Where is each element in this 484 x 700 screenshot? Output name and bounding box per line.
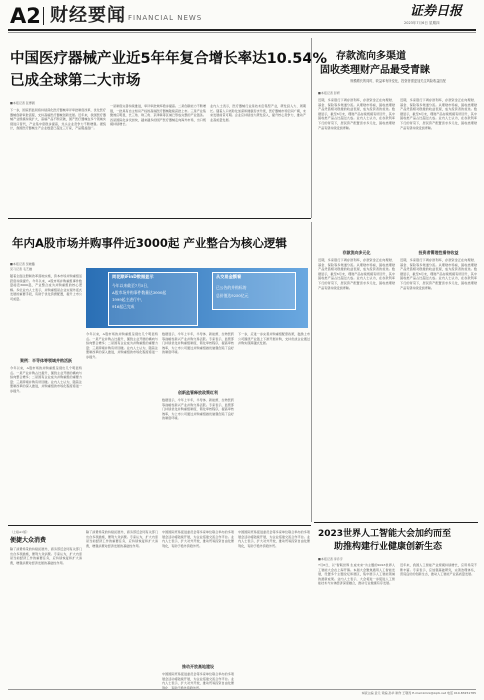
section-rule [8,525,311,526]
infobox-line: 今年以来截至7月5日， [112,283,152,288]
section-rule [314,522,478,523]
article-column: 除了消费场景的持续拓展外，商务部还会同有关部门出台多项措施，便利大众消费。专家认为，扩大内需是当前经济工作的重要任务，应持续恢复和扩大消费，增强消费对经济发展的基础性作用。 [10,547,82,565]
byline: ■本报记者 张博朗 [10,101,35,105]
newspaper-logo: 证券日报 [410,4,463,19]
column-divider [311,222,312,522]
column-divider [311,38,312,218]
article-column: 下一步，应进一步完善并购重组配套政策，鼓励上市公司围绕产业链上下游开展并购，支持优质企业通过并购实现跨越式发展。 [238,332,310,346]
section-title-en: FINANCIAL NEWS [128,14,203,22]
footer-rule [8,689,476,690]
subhead: 创新监管释放政策红利 [178,390,218,395]
byline: ■本报记者 李乔宇 [318,557,343,561]
infobox-title: 同花顺iFinD数据显示 [112,274,154,279]
article-column: 一是制度完善持续推进，审评审批效率稳步提高。二是创新能力不断增强，一批具有自主知识产权的高端医疗器械陆续获批上市。三是产业集聚效应明显，长三角、珠三角、京津冀等区域已形成完整的产业链条。四是国际化步伐加快，越来越多的国产医疗器械走向海外市场，出口规模持续增长。 [110,104,206,127]
headline-deposits-line2: 固收类理财产品最受青睐 [320,65,430,76]
article-column: 近年来，我国人工智能产业规模持续增长，应用场景不断丰富。专家表示，应加强基础研究，完善治理体系，营造良好的创新生态，推动人工智能产业高质量发展。 [400,563,477,577]
header-rule-thin [8,32,476,33]
deck: 规模增长的同时，收益率有所变化，投资者需更加关注风险收益匹配 [350,79,446,83]
byline: ■本报记者 吴晓璐 [10,262,35,266]
headline-ai: 2023世界人工智能大会加约而至 [318,529,452,539]
article-column: 业内人士表示，医疗器械行业是技术密集型产业，研发投入大、周期长。随着人口老龄化加深和健康需求升级，医疗器械市场空间广阔，未来发展前景可期。企业应持续加大研发投入，提升核心竞争力，推动产业高质量发展。 [210,104,306,122]
article-column: 近期，多家银行下调存款利率，存款资金正在向理财、基金、保险等多渠道分流。从理财市场看，固收类理财产品凭借相对稳健的收益表现，成为投资者的首选。数据显示，截至6月末，理财产品存续规模有所回升，其中固收类产品占比超过九成。业内人士认为，在存款利率下行的背景下，居民资产配置需求多元化，固收类理财产品有望持续受到青睐。 [318,258,395,290]
section-rule [8,218,311,219]
article-column: 今年以来，A股市场的并购重组呈现出几个明显特点。一是产业并购占比提升，围绕主业开展的横向与纵向整合增多；二是国有企业成为并购重组的重要力量；三是跨境并购有所回暖。业内人士认为，随着注册制改革的深入推进，并购重组的市场化程度将进一步提升。 [10,366,82,393]
article-column: 数据显示，今年上半年，半导体、新能源、生物医药等战略性新兴产业并购交易活跃。专家表示，监管部门持续优化并购重组制度，简化审核程序，提高审核效率，为上市公司通过并购重组做优做强创造了良好的制度环境。 [162,398,234,421]
subhead: 案例：半导体等领域并购活跃 [20,358,72,363]
infobox-line: 已公告的并购标的 [216,285,247,290]
article-column: 中国国际贸易促进委员会等多家单位联合举办的多项展会活动将陆续开展，为企业搭建交流合作平台。业内人士表示，扩大对外开放，推动贸易投资自由化便利化，有助于稳外资稳外贸。 [162,530,234,548]
subhead: 存款流向多元化 [342,250,371,255]
byline: 见习记者 毛艺融 [10,267,32,271]
headline-medical-devices: 中国医疗器械产业近5年年复合增长率达10.54% [10,51,327,67]
article-column: 中国国际贸易促进委员会等多家单位联合举办的多项展会活动将陆续开展，为企业搭建交流合作平台。业内人士表示，扩大对外开放，推动贸易投资自由化便利化，有助于稳外资稳外贸。 [162,672,234,690]
article-column: 中国国际贸易促进委员会等多家单位联合举办的多项展会活动将陆续开展，为企业搭建交流合作平台。业内人士表示，扩大对外开放，推动贸易投资自由化便利化，有助于稳外资稳外贸。 [238,530,310,548]
headline-ai-line2: 助推构建行业健康创新生态 [334,542,443,552]
article-column: 下一步，国家药监局将持续深化医疗器械审评审批制度改革，优化医疗器械创新审批流程，支持高端医疗器械创新发展。近年来，我国医疗器械产业规模持续扩大，高端产品不断突破，国产医疗器械在多个领域实现进口替代，产业集中度稳步提高，龙头企业竞争力不断增强。据统计，我国医疗器械生产企业数量已超过三万家，产品覆盖面广。 [10,108,106,131]
header-date: 2023年7月6日 星期四 [404,21,440,25]
headline-ma: 年内A股市场并购事件近3000起 产业整合为核心逻辑 [12,236,287,250]
article-column: 今年以来，A股市场的并购重组呈现出几个明显特点。一是产业并购占比提升，围绕主业开展的横向与纵向整合增多；二是国有企业成为并购重组的重要力量；三是跨境并购有所回暖。业内人士认为，随着注册制改革的深入推进，并购重组的市场化程度将进一步提升。 [86,332,158,359]
article-column: 近期，多家银行下调存款利率，存款资金正在向理财、基金、保险等多渠道分流。从理财市场看，固收类理财产品凭借相对稳健的收益表现，成为投资者的首选。数据显示，截至6月末，理财产品存续规模有所回升，其中固收类产品占比超过九成。业内人士认为，在存款利率下行的背景下，居民资产配置需求多元化，固收类理财产品有望持续受到青睐。 [400,258,477,290]
article-column: 随着全面注册制改革落地实施，资本市场并购重组活跃度持续提升。今年以来，A股市场并购重组事件数量接近3000起，产业整合成为并购重组的核心逻辑。多位业内人士表示，并购重组是企业实现外延式发展的重要手段，有助于优化资源配置，提升上市公司质量。 [10,274,82,301]
article-column: 近期，多家银行下调存款利率，存款资金正在向理财、基金、保险等多渠道分流。从理财市场看，固收类理财产品凭借相对稳健的收益表现，成为投资者的首选。数据显示，截至6月末，理财产品存续规模有所回升，其中固收类产品占比超过九成。业内人士认为，在存款利率下行的背景下，居民资产配置需求多元化，固收类理财产品有望持续受到青睐。 [318,98,395,130]
subhead: 投资者需理性看待收益 [418,250,459,255]
infobox-title: 从交易金额看 [216,274,242,279]
subhead-consumption: 便捷大众消费 [10,537,47,544]
subhead: 推动开放高地建设 [182,664,214,669]
article-column: 7月6日，以“智联世界 生成未来”为主题的2023世界人工智能大会在上海开幕。本届大会聚焦通用人工智能发展，设置多个主题论坛和展区，集中展示人工智能领域的最新成果。业内人士表示，大会将进一步促进人工智能技术与实体经济深度融合，推动行业健康有序发展。 [318,563,395,586]
footer-info: 本版主编 袁元 责编 孙华 制作 王敬涛 E-mail:zmzx@zqrb.net 电话 010-83251785 [361,691,476,695]
headline-medical-devices-line2: 已成全球第二大市场 [10,73,141,89]
byline: ■本报记者 彭妍 [318,91,340,95]
headline-deposits: 存款流向多渠道 [336,51,406,62]
header-rule [8,29,476,31]
article-column: 除了消费场景的持续拓展外，商务部还会同有关部门出台多项措施，便利大众消费。专家认为，扩大内需是当前经济工作的重要任务，应持续恢复和扩大消费，增强消费对经济发展的基础性作用。 [86,530,158,548]
header-divider-vertical [43,7,44,25]
page-number: A2 [10,4,41,28]
section-title: 财经要闻 [50,5,126,26]
continued-label: （上接A1版） [10,530,30,534]
article-column: 数据显示，今年上半年，半导体、新能源、生物医药等战略性新兴产业并购交易活跃。专家表示，监管部门持续优化并购重组制度，简化审核程序，提高审核效率，为上市公司通过并购重组做优做强创造了良好的制度环境。 [162,332,234,355]
infobox-line: 1999起主进行中， [112,297,145,302]
article-column: 近期，多家银行下调存款利率，存款资金正在向理财、基金、保险等多渠道分流。从理财市场看，固收类理财产品凭借相对稳健的收益表现，成为投资者的首选。数据显示，截至6月末，理财产品存续规模有所回升，其中固收类产品占比超过九成。业内人士认为，在存款利率下行的背景下，居民资产配置需求多元化，固收类理财产品有望持续受到青睐。 [400,98,477,130]
infobox-line: A股市场并购事件数量达3000起 [112,290,167,295]
infobox-line: 916起已完成 [112,304,135,309]
infobox-line: 总价值达9250亿元 [216,293,249,298]
